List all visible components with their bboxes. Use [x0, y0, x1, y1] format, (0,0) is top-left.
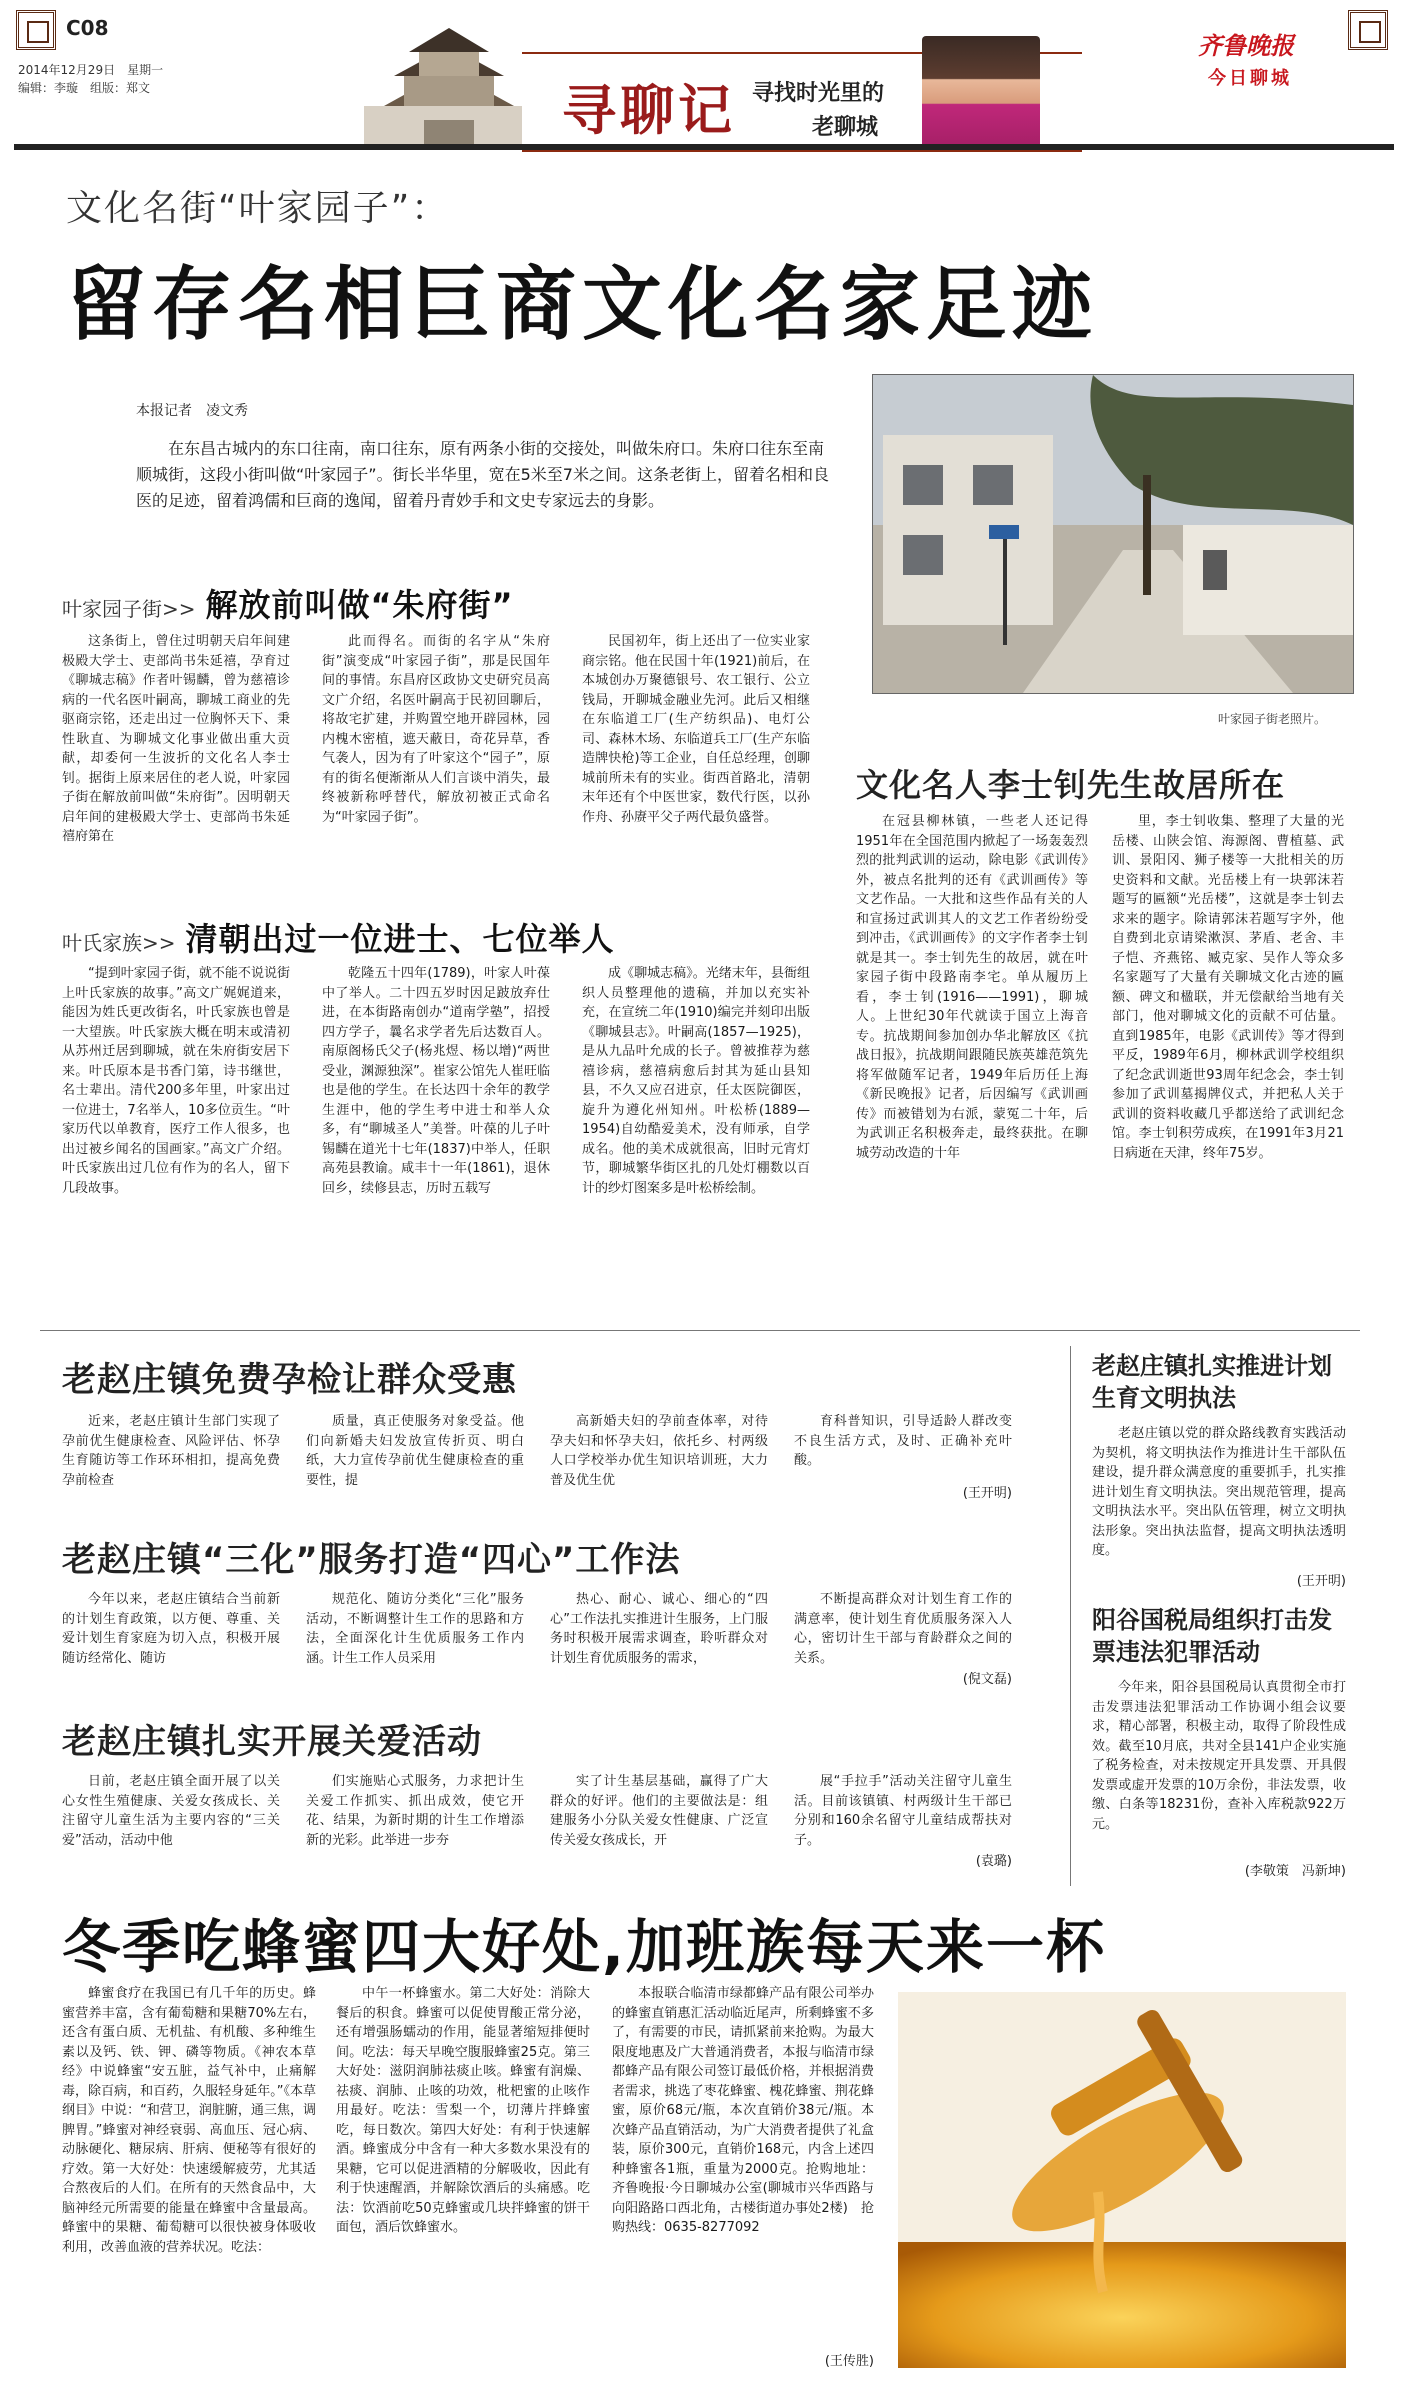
date-line: 2014年12月29日 星期一 — [18, 63, 164, 77]
masthead-rule — [14, 144, 1394, 150]
brief3-text-4: 展“手拉手”活动关注留守儿童生活。目前该镇镇、村两级计生干部已分别和160余名留守儿童结成帮扶对子。 — [794, 1774, 1012, 1848]
page-number: C08 — [66, 16, 109, 40]
brief1-col-2 — [306, 1412, 524, 1490]
honey-col-3 — [612, 1984, 874, 2238]
section3-title: 文化名人李士钊先生故居所在 — [856, 766, 1286, 804]
brief2-col-4 — [794, 1590, 1012, 1668]
brief2-text-4: 不断提高群众对计划生育工作的满意率，使计划生育优质服务深入人心，密切计生干部与育龄群众之间的关系。 — [794, 1592, 1012, 1666]
section2-text-1: “提到叶家园子街，就不能不说说街上叶氏家族的故事。”高文广娓娓道来，能因为姓氏更改街名，叶氏家族也曾是一大望族。叶氏家族大概在明末或清初从苏州迁居到聊城，就在朱府街安居下来。叶氏原本是书香门第，诗书继世，名士辈出。清代200多年里，叶家出过一位进士，7名举人，10多位贡生。“叶家历代以单教育，医疗工作人很多，也出过被乡闻名的国画家。”高文广介绍。叶氏家族出过几位有作为的名人，留下几段故事。 — [62, 966, 290, 1196]
section1-text-1: 这条街上，曾住过明朝天启年间建极殿大学士、吏部尚书朱延禧，孕育过《聊城志稿》作者叶锡麟，曾为慈禧诊病的一代名医叶嗣高，聊城工商业的先驱商宗铭，还走出过一位胸怀天下、秉性耿直、为聊城文化事业做出重大贡献，却委何一生波折的文化名人李士钊。据街上原来居住的老人说，叶家园子街在解放前叫做“朱府街”。因明朝天启年间的建极殿大学士、吏部尚书朱延禧府第在 — [62, 634, 290, 844]
editor-line: 编辑：李璇 组版：郑文 — [18, 81, 151, 95]
edition-name: 今日聊城 — [1208, 68, 1292, 89]
masthead — [14, 6, 1394, 148]
column-subtitle-1: 寻找时光里的 — [752, 81, 885, 106]
side2-body — [1092, 1678, 1346, 1834]
brief1-col-4 — [794, 1412, 1012, 1471]
section1-col-3 — [582, 632, 810, 827]
section1-col-2 — [322, 632, 550, 827]
brief3-text-3: 实了计生基层基础，赢得了广大群众的好评。他们的主要做法是：组建服务小分队关爱女性健康、广泛宣传关爱女孩成长，开 — [550, 1774, 768, 1848]
story-kicker: 文化名街“叶家园子”： — [66, 188, 450, 229]
honey-col-1 — [62, 1984, 316, 2257]
section2-heading — [62, 914, 615, 960]
side1-signature: (王开明) — [1296, 1574, 1346, 1589]
section1-text-2: 此而得名。而街的名字从“朱府街”演变成“叶家园子街”，那是民国年间的事情。东昌府区政协文史研究员高文广介绍，名医叶嗣高于民初回聊后，将故宅扩建，并购置空地开辟园林，园内槐木密植，遮天蔽日，奇花异草，香气袭人，因为有了叶家这个“园子”，原有的街名便渐渐从人们言谈中消失，最终被新称呼替代，解放初被正式命名为“叶家园子街”。 — [322, 634, 550, 825]
brief1-text-2: 质量，真正使服务对象受益。他们向新婚夫妇发放宣传折页、明白纸，大力宣传孕前优生健康检查的重要性，提 — [306, 1414, 524, 1488]
brief3-text-2: 们实施贴心式服务，力求把计生关爱工作抓实、抓出成效，使它开花、结果，为新时期的计生工作增添新的光彩。此举进一步夯 — [306, 1774, 524, 1848]
street-photo-image — [873, 375, 1353, 693]
brief2-text-2: 规范化、随访分类化“三化”服务活动，不断调整计生工作的思路和方法，全面深化计生优质服务工作内涵。计生工作人员采用 — [306, 1592, 524, 1666]
brief3-col-2 — [306, 1772, 524, 1850]
brief1-col-3 — [550, 1412, 768, 1490]
section2-col-2 — [322, 964, 550, 1198]
section3-text-1: 在冠县柳林镇，一些老人还记得1951年在全国范围内掀起了一场轰轰烈烈的批判武训的运动，除电影《武训传》外，被点名批判的还有《武训画传》等文艺作品。一大批和这些作品有关的人和宣扬过武训其人的文艺工作者纷纷受到冲击，《武训画传》的文字作者李士钊就是其一。李士钊先生的故居，就在叶家园子街中段路南李宅。单从履历上看，李士钊(1916——1991)，聊城人。上世纪30年代就读于国立上海音专。抗战期间参加创办华北解放区《抗战日报》，抗战期间跟随民族英雄范筑先将军做随军记者，1949年后历任上海《新民晚报》记者，后因编写《武训画传》而被错划为右派，蒙冤二十年，后为武训正名积极奔走，最终获批。在聊城劳动改造的十年 — [856, 814, 1088, 1161]
column-subtitle-2: 老聊城 — [812, 115, 879, 140]
brief3-col-4 — [794, 1772, 1012, 1850]
honey-col-2 — [336, 1984, 590, 2238]
brief1-title: 老赵庄镇免费孕检让群众受惠 — [62, 1360, 517, 1400]
brief2-signature: (倪文磊) — [962, 1672, 1012, 1687]
section1-col-1 — [62, 632, 290, 847]
section2-col-3 — [582, 964, 810, 1198]
brief1-signature: (王开明) — [962, 1486, 1012, 1501]
section1-text-3: 民国初年，街上还出了一位实业家商宗铭。他在民国十年(1921)前后，在本城创办万聚德银号、农工银行、公立钱局，开聊城金融业先河。此后又相继在东临道工厂(生产纺织品)、电灯公司、森林木场、东临道兵工厂(生产东临造牌快枪)等工企业，自任总经理，创聊城前所未有的实业。街西首路北，清朝末年还有个中医世家，数代行医，以孙作舟、孙赓平父子两代最负盛誉。 — [582, 634, 810, 825]
honey-photo-image — [898, 1992, 1346, 2368]
ornament-corner-left — [16, 10, 56, 50]
honey-title: 冬季吃蜂蜜四大好处,加班族每天来一杯 — [62, 1913, 1107, 1981]
divider-main — [40, 1330, 1360, 1331]
column-title: 寻聊记 — [562, 78, 736, 142]
brief2-text-1: 今年以来，老赵庄镇结合当前新的计划生育政策，以方便、尊重、关爱计划生育家庭为切入点，积极开展随访经常化、随访 — [62, 1592, 280, 1666]
section1-heading — [62, 580, 514, 626]
side1-text: 老赵庄镇以党的群众路线教育实践活动为契机，将文明执法作为推进计生干部队伍建设，提升群众满意度的重要抓手，扎实推进计划生育文明执法。突出规范管理，提高文明执法水平。突出队伍管理，树立文明执法形象。突出执法监督，提高文明执法透明度。 — [1092, 1426, 1346, 1558]
honey-signature: (王传胜) — [824, 2354, 874, 2369]
story-headline: 留存名相巨商文化名家足迹 — [66, 258, 1098, 351]
section2-col-1 — [62, 964, 290, 1198]
brief3-col-3 — [550, 1772, 768, 1850]
brief2-col-1 — [62, 1590, 280, 1668]
street-photo — [872, 374, 1354, 694]
brief3-title: 老赵庄镇扎实开展关爱活动 — [62, 1722, 482, 1762]
side2-title: 阳谷国税局组织打击发票违法犯罪活动 — [1092, 1606, 1332, 1666]
brief1-text-4: 育科普知识，引导适龄人群改变不良生活方式，及时、正确补充叶酸。 — [794, 1414, 1012, 1468]
brief2-title: 老赵庄镇“三化”服务打造“四心”工作法 — [62, 1540, 681, 1580]
side1-title: 老赵庄镇扎实推进计划生育文明执法 — [1092, 1352, 1332, 1412]
section2-text-2: 乾隆五十四年(1789)，叶家人叶葆中了举人。二十四五岁时因足跛放弃仕进，在本街路南创办“道南学塾”，招授四方学子，曩名求学者先后达数百人。南原阁杨氏父子(杨兆煜、杨以增)“两世受业，渊源独深”。崔家公馆先人崔旺临也是他的学生。在长达四十余年的教学生涯中，他的学生考中进士和举人众多，有“聊城圣人”美誉。叶葆的儿子叶锡麟在道光十七年(1837)中举人，任职高苑县教谕。咸丰十一年(1861)，退休回乡，续修县志，历时五载写 — [322, 966, 550, 1196]
brief3-signature: (袁璐) — [975, 1854, 1012, 1869]
section1-label: 叶家园子街>> — [62, 597, 196, 621]
brief2-col-3 — [550, 1590, 768, 1668]
byline: 本报记者 凌文秀 — [136, 403, 248, 419]
brief1-text-1: 近来，老赵庄镇计生部门实现了孕前优生健康检查、风险评估、怀孕生育随访等工作环环相扣，提高免费孕前检查 — [62, 1414, 280, 1488]
side1-body — [1092, 1424, 1346, 1561]
photo-caption: 叶家园子街老照片。 — [1218, 712, 1327, 726]
ornament-corner-right — [1348, 10, 1388, 50]
side2-text: 今年来，阳谷县国税局认真贯彻全市打击发票违法犯罪活动工作协调小组会议要求，精心部署，积极主动，取得了阶段性成效。截至10月底，共对全县141户企业实施了税务检查，对未按规定开具发票、开具假发票或虚开发票的10万余份，非法发票，收缴、白条等18231份，查补入库税款922万元。 — [1092, 1680, 1346, 1832]
honey-text-1: 蜂蜜食疗在我国已有几千年的历史。蜂蜜营养丰富，含有葡萄糖和果糖70%左右，还含有蛋白质、无机盐、有机酸、多种维生素以及钙、铁、钾、磷等物质。《神农本草经》中说蜂蜜“安五脏，益气补中，止痛解毒，除百病，和百药，久服轻身延年。”《本草纲目》中说：“和营卫，润脏腑，通三焦，调脾胃。”蜂蜜对神经衰弱、高血压、冠心病、动脉硬化、糖尿病、肝病、便秘等有很好的疗效。第一大好处：快速缓解疲劳，尤其适合熬夜后的人们。在所有的天然食品中，大脑神经元所需要的能量在蜂蜜中含量最高。蜂蜜中的果糖、葡萄糖可以很快被身体吸收利用，改善血液的营养状况。吃法： — [62, 1986, 316, 2255]
column-banner — [522, 52, 1082, 152]
honey-text-2: 中午一杯蜂蜜水。第二大好处：消除大餐后的积食。蜂蜜可以促使胃酸正常分泌，还有增强肠蠕动的作用，能显著缩短排便时间。吃法：每天早晚空腹服蜂蜜25克。第三大好处：滋阴润肺祛痰止咳。蜂蜜有润燥、祛痰、润肺、止咳的功效，枇杷蜜的止咳作用最好。吃法：雪梨一个，切薄片拌蜂蜜吃，每日数次。第四大好处：有利于快速解酒。蜂蜜成分中含有一种大多数水果没有的果糖，它可以促进酒精的分解吸收，因此有利于快速醒酒，并解除饮酒后的头痛感。吃法：饮酒前吃50克蜂蜜或几块拌蜂蜜的饼干面包，酒后饮蜂蜜水。 — [336, 1986, 590, 2235]
lead-paragraph: 在东昌古城内的东口往南，南口往东，原有两条小街的交接处，叫做朱府口。朱府口往东至南顺城街，这段小街叫做“叶家园子”。街长半华里，宽在5米至7米之间。这条老街上，留着名相和良医的足迹，留着鸿儒和巨商的逸闻，留着丹青妙手和文史专家远去的身影。 — [136, 439, 829, 510]
section3-col-2 — [1112, 812, 1344, 1163]
section3-col-1 — [856, 812, 1088, 1163]
honey-text-3: 本报联合临清市绿都蜂产品有限公司举办的蜂蜜直销惠汇活动临近尾声，所剩蜂蜜不多了，有需要的市民，请抓紧前来抢购。为最大限度地惠及广大普通消费者，本报与临清市绿都蜂产品有限公司签订最低价格，并根据消费者需求，挑选了枣花蜂蜜、槐花蜂蜜、荆花蜂蜜，原价68元/瓶，本次直销价38元/瓶。本次蜂产品直销活动，为广大消费者提供了礼盒装，原价300元，直销价168元，内含上述四种蜂蜜各1瓶，重量为2000克。抢购地址：齐鲁晚报·今日聊城办公室(聊城市兴华西路与向阳路路口西北角，古楼街道办事处2楼) 抢购热线：0635-8277092 — [612, 1986, 874, 2235]
brief2-text-3: 热心、耐心、诚心、细心的“四心”工作法扎实推进计生服务，上门服务时积极开展需求调查，聆听群众对计划生育优质服务的需求， — [550, 1592, 768, 1666]
side2-signature: (李敬策 冯新坤) — [1244, 1864, 1346, 1879]
section2-title: 清朝出过一位进士、七位举人 — [185, 920, 615, 958]
section3-text-2: 里，李士钊收集、整理了大量的光岳楼、山陕会馆、海源阁、曹植墓、武训、景阳冈、狮子楼等一大批相关的历史资料和文献。光岳楼上有一块郭沫若题写的匾额“光岳楼”，这就是李士钊去求来的题字。除请郭沫若题写字外，他自费到北京请梁漱溟、茅盾、老舍、丰子恺、齐燕铭、臧克家、吴作人等众多名家题写了大量有关聊城文化古迹的匾额、碑文和楹联，并无偿献给当地有关部门，他对聊城文化的贡献不可估量。直到1985年，电影《武训传》等才得到平反，1989年6月，柳林武训学校组织了纪念武训逝世93周年纪念会，李士钊参加了武训墓揭牌仪式，并把私人关于武训的资料收藏几乎都送给了武训纪念馆。李士钊积劳成疾，在1991年3月21日病逝在天津，终年75岁。 — [1112, 814, 1344, 1161]
section2-label: 叶氏家族>> — [62, 931, 176, 955]
brief3-col-1 — [62, 1772, 280, 1850]
brief1-text-3: 高新婚夫妇的孕前查体率，对待孕夫妇和怀孕夫妇，依托乡、村两级人口学校举办优生知识培训班，大力普及优生优 — [550, 1414, 768, 1488]
section1-title: 解放前叫做“朱府街” — [205, 586, 514, 624]
columnist-portrait — [922, 36, 1040, 148]
brief2-col-2 — [306, 1590, 524, 1668]
divider-side — [1070, 1346, 1071, 1886]
section2-text-3: 成《聊城志稿》。光绪末年，县衙组织人员整理他的遗稿，并加以充实补充，在宣统二年(1910)编完并刻印出版《聊城县志》。叶嗣高(1857—1925)，是从九品叶允成的长子。曾被推荐为慈禧诊病，慈禧病愈后封其为延山县知县，不久又应召进京，任太医院御医，旋升为遵化州知州。叶松桥(1889—1954)自幼酷爱美术，没有师承，自学成名。他的美术成就很高，旧时元宵灯节，聊城繁华街区扎的几处灯棚数以百计的纱灯图案多是叶松桥绘制。 — [582, 966, 810, 1196]
brief1-col-1 — [62, 1412, 280, 1490]
newspaper-brand: 齐鲁晚报 — [1198, 31, 1294, 60]
brief3-text-1: 日前，老赵庄镇全面开展了以关心女性生殖健康、关爱女孩成长、关注留守儿童生活为主要内容的“三关爱”活动，活动中他 — [62, 1774, 280, 1848]
honey-photo — [898, 1992, 1346, 2368]
